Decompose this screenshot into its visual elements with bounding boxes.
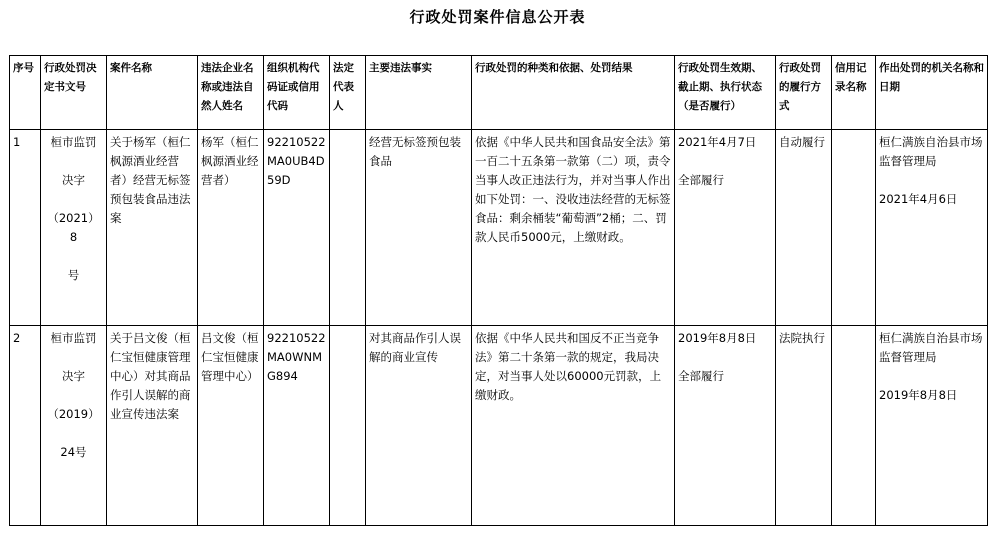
credit-code: 92210522MA0WNMG894 xyxy=(264,326,330,526)
decision-number-part: 决字 xyxy=(62,369,85,383)
execution-method: 法院执行 xyxy=(776,326,832,526)
effective-date: 2019年8月8日 xyxy=(678,331,757,345)
header-cell: 法定代表人 xyxy=(330,56,366,130)
header-cell: 组织机构代码证或信用代码 xyxy=(264,56,330,130)
decision-number-part: 桓市监罚 xyxy=(50,135,97,149)
credit-record xyxy=(832,130,876,326)
header-row xyxy=(10,56,988,130)
authority-name: 桓仁满族自治县市场监督管理局 xyxy=(879,135,983,168)
header-cell: 行政处罚的种类和依据、处罚结果 xyxy=(472,56,675,130)
header-cell: 信用记录名称 xyxy=(832,56,876,130)
execution-status: 全部履行 xyxy=(678,173,724,187)
header-cell: 案件名称 xyxy=(107,56,198,130)
decision-number-part: （2021）8 xyxy=(47,211,100,244)
row-number: 2 xyxy=(10,326,41,526)
decision-number-part: 号 xyxy=(67,268,80,282)
issuing-authority xyxy=(876,326,988,526)
header-cell: 违法企业名称或违法自然人姓名 xyxy=(198,56,264,130)
table-row xyxy=(10,130,988,326)
violation-facts: 对其商品作引人误解的商业宣传 xyxy=(366,326,472,526)
decision-number xyxy=(41,326,107,526)
authority-name: 桓仁满族自治县市场监督管理局 xyxy=(879,331,983,364)
credit-code: 92210522MA0UB4D59D xyxy=(264,130,330,326)
decision-number-part: （2019） xyxy=(47,407,100,421)
decision-number-part: 桓市监罚 xyxy=(50,331,97,345)
penalty-effective-status xyxy=(675,326,776,526)
decision-number xyxy=(41,130,107,326)
header-cell: 主要违法事实 xyxy=(366,56,472,130)
authority-date: 2019年8月8日 xyxy=(879,388,958,402)
effective-date: 2021年4月7日 xyxy=(678,135,757,149)
legal-representative xyxy=(330,326,366,526)
header-cell: 序号 xyxy=(10,56,41,130)
case-name: 关于杨军（桓仁枫源酒业经营者）经营无标签预包装食品违法案 xyxy=(107,130,198,326)
table-row xyxy=(10,326,988,526)
header-cell: 行政处罚生效期、截止期、执行状态（是否履行） xyxy=(675,56,776,130)
header-cell: 行政处罚决定书文号 xyxy=(41,56,107,130)
penalty-basis-result: 依据《中华人民共和国食品安全法》第一百二十五条第一款第（二）项，责令当事人改正违法行为，并对当事人作出如下处罚：一、没收违法经营的无标签食品：剩余桶装“葡萄酒”2桶；二、罚款人民币5000元，上缴财政。 xyxy=(472,130,675,326)
execution-status: 全部履行 xyxy=(678,369,724,383)
penalty-info-table xyxy=(9,55,988,526)
violation-facts: 经营无标签预包装食品 xyxy=(366,130,472,326)
page-title: 行政处罚案件信息公开表 xyxy=(409,8,586,26)
row-number: 1 xyxy=(10,130,41,326)
party-name: 杨军（桓仁枫源酒业经营者） xyxy=(198,130,264,326)
authority-date: 2021年4月6日 xyxy=(879,192,958,206)
decision-number-part: 24号 xyxy=(60,445,87,459)
legal-representative xyxy=(330,130,366,326)
header-cell: 行政处罚的履行方式 xyxy=(776,56,832,130)
penalty-effective-status xyxy=(675,130,776,326)
issuing-authority xyxy=(876,130,988,326)
execution-method: 自动履行 xyxy=(776,130,832,326)
decision-number-part: 决字 xyxy=(62,173,85,187)
case-name: 关于吕文俊（桓仁宝恒健康管理中心）对其商品作引人误解的商业宣传违法案 xyxy=(107,326,198,526)
credit-record xyxy=(832,326,876,526)
penalty-basis-result: 依据《中华人民共和国反不正当竞争法》第二十条第一款的规定，我局决定，对当事人处以60000元罚款，上缴财政。 xyxy=(472,326,675,526)
header-cell: 作出处罚的机关名称和日期 xyxy=(876,56,988,130)
party-name: 吕文俊（桓仁宝恒健康管理中心） xyxy=(198,326,264,526)
